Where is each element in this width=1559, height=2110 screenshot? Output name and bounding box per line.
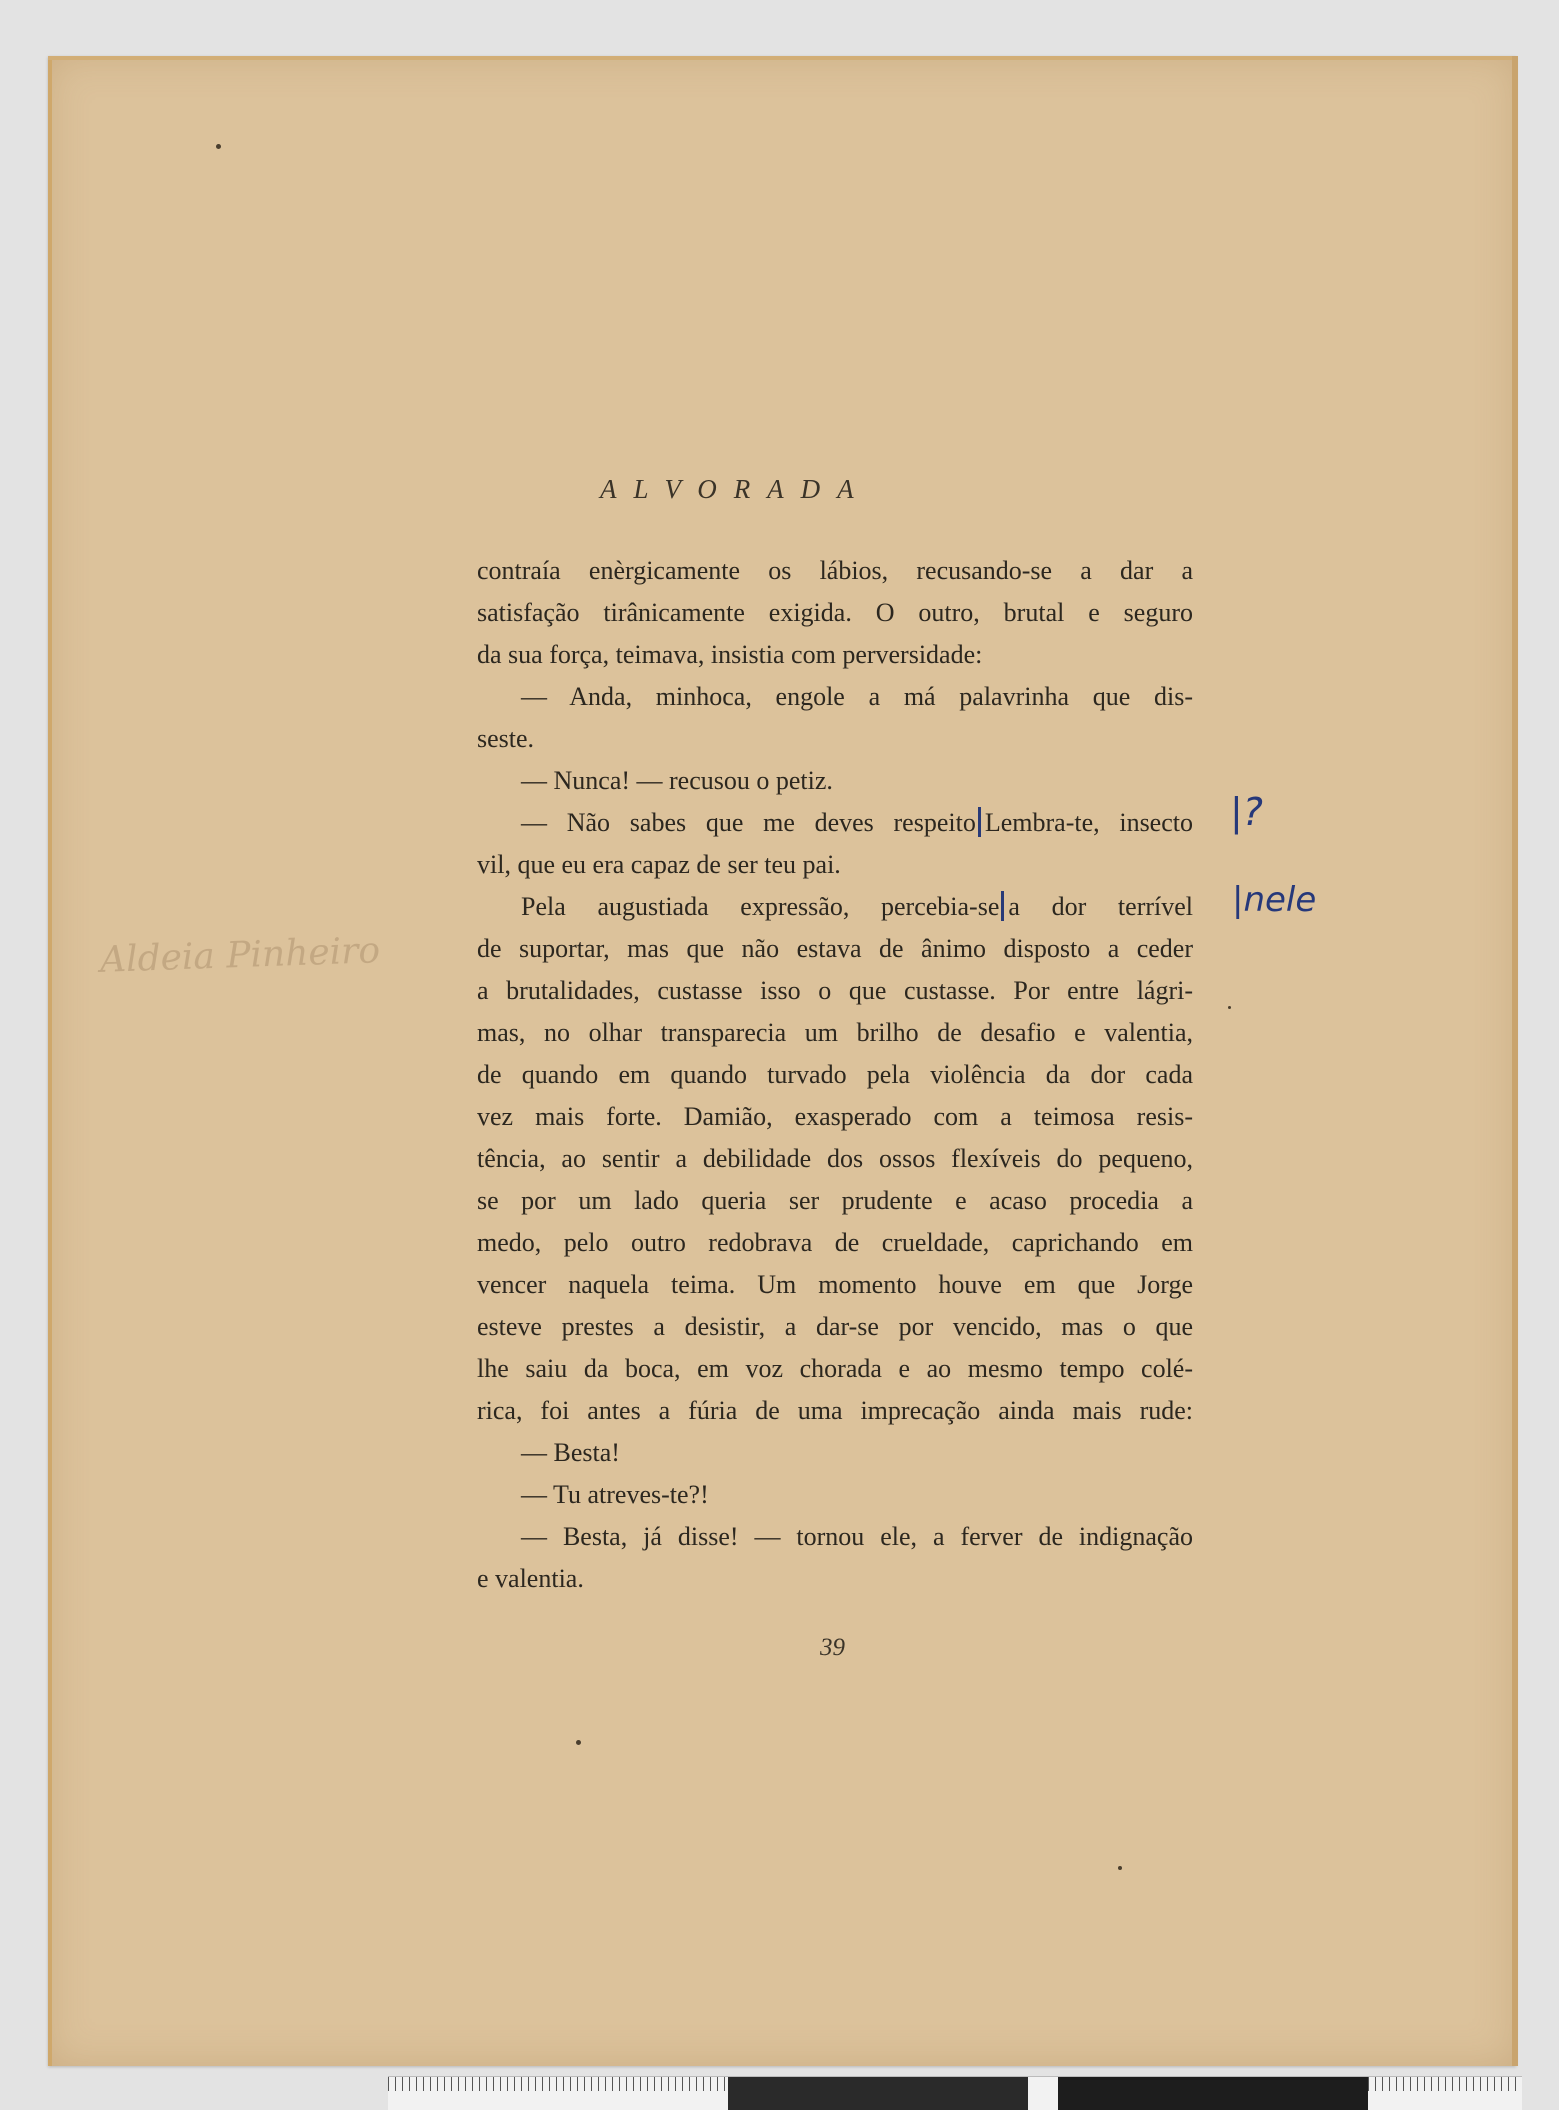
- speck: [216, 144, 221, 149]
- paper-edge-right: [1512, 56, 1518, 2066]
- text-line: — Tu atreves-te?!: [521, 1480, 709, 1509]
- text-line: — Anda, minhoca, engole a má palavrinha que dis-: [521, 682, 1193, 711]
- speck: [576, 1740, 581, 1745]
- text-line: de quando em quando turvado pela violência da dor cada: [477, 1060, 1193, 1089]
- margin-annotation: |nele: [1232, 880, 1317, 920]
- text-line: esteve prestes a desistir, a dar-se por vencido, mas o que: [477, 1312, 1193, 1341]
- text-line: da sua força, teimava, insistia com perversidade:: [477, 640, 983, 669]
- text-line: mas, no olhar transparecia um brilho de desafio e valentia,: [477, 1018, 1193, 1047]
- faded-pencil-note: Aldeia Pinheiro: [99, 930, 381, 981]
- text-segment: Lembra-te, insecto: [984, 808, 1193, 837]
- text-line: vil, que eu era capaz de ser teu pai.: [477, 850, 841, 879]
- text-line: — Besta!: [521, 1438, 620, 1467]
- text-line: contraía enèrgicamente os lábios, recusando-se a dar a: [477, 556, 1193, 585]
- color-scale-ruler: [388, 2076, 1522, 2110]
- black-patch: [1058, 2077, 1368, 2110]
- insertion-mark: [978, 807, 981, 837]
- text-line: vencer naquela teima. Um momento houve em que Jorge: [477, 1270, 1193, 1299]
- paper-edge-left: [48, 56, 52, 2066]
- text-line: lhe saiu da boca, em voz chorada e ao mesmo tempo colé-: [477, 1354, 1193, 1383]
- gray-patch: [728, 2077, 1028, 2110]
- body-text: [477, 550, 1193, 1600]
- text-line: seste.: [477, 724, 535, 753]
- text-line: a brutalidades, custasse isso o que custasse. Por entre lágri-: [477, 976, 1193, 1005]
- text-line: vez mais forte. Damião, exasperado com a teimosa resis-: [477, 1102, 1193, 1131]
- text-line: tência, ao sentir a debilidade dos ossos flexíveis do pequeno,: [477, 1144, 1193, 1173]
- running-head: ALVORADA: [600, 474, 871, 504]
- ruler-ticks: [388, 2077, 728, 2091]
- text-line-marked: [477, 886, 1193, 928]
- text-line: rica, foi antes a fúria de uma imprecação ainda mais rude:: [477, 1396, 1193, 1425]
- text-line: se por um lado queria ser prudente e acaso procedia a: [477, 1186, 1193, 1215]
- text-line: e valentia.: [477, 1564, 584, 1593]
- text-line: — Nunca! — recusou o petiz.: [521, 766, 833, 795]
- speck: [1118, 1866, 1122, 1870]
- ruler-ticks: [1368, 2077, 1522, 2091]
- speck: [1228, 1006, 1231, 1009]
- text-line-marked: [477, 802, 1193, 844]
- text-line: de suportar, mas que não estava de ânimo disposto a ceder: [477, 934, 1193, 963]
- text-segment: Pela augustiada expressão, percebia-se: [521, 892, 1000, 921]
- text-line: — Besta, já disse! — tornou ele, a ferver de indignação: [521, 1522, 1193, 1551]
- text-line: medo, pelo outro redobrava de crueldade, caprichando em: [477, 1228, 1193, 1257]
- margin-annotation: |?: [1230, 790, 1263, 834]
- text-line: satisfação tirânicamente exigida. O outro, brutal e seguro: [477, 598, 1193, 627]
- paper-edge-top: [48, 56, 1516, 60]
- text-segment: — Não sabes que me deves respeito: [521, 808, 976, 837]
- page-number: 39: [820, 1634, 845, 1661]
- text-segment: a dor terrível: [1008, 892, 1194, 921]
- insertion-mark: [1001, 891, 1004, 921]
